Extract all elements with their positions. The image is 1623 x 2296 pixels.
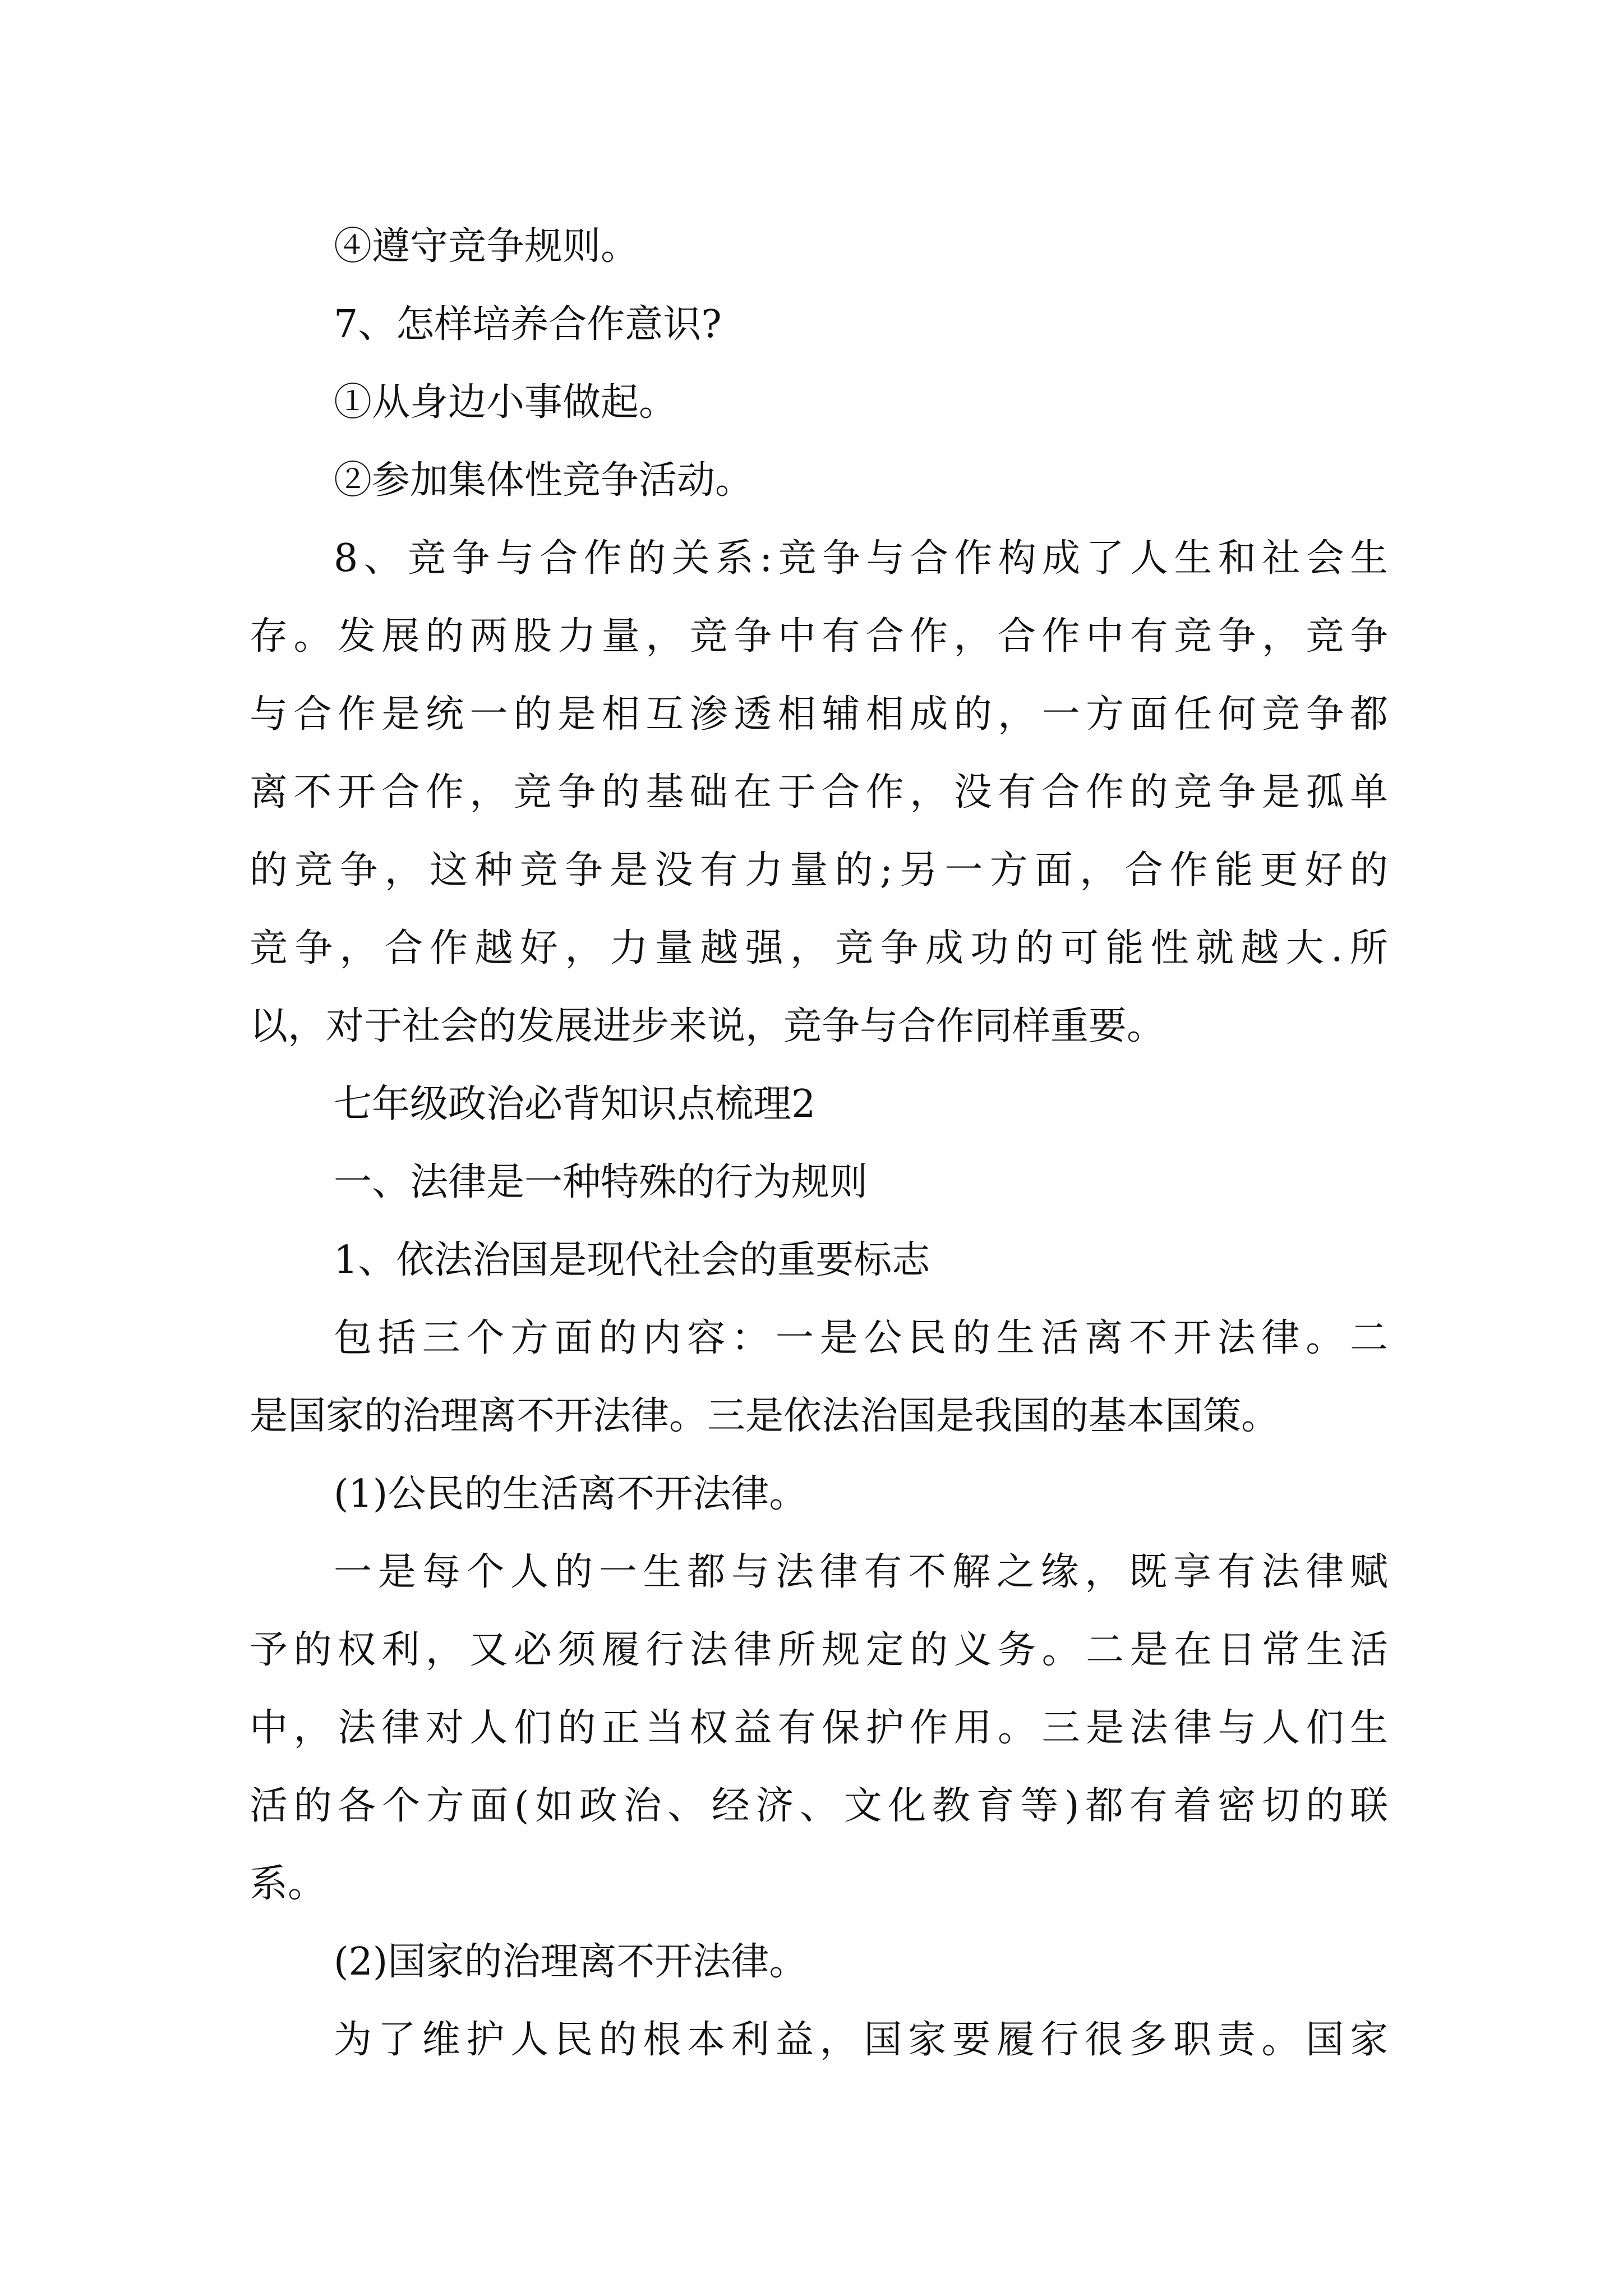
paragraph-three-aspects-line-1: 包括三个方面的内容：一是公民的生活离不开法律。二 (334, 1316, 1388, 1360)
subheading-1-2: (2)国家的治理离不开法律。 (334, 1940, 808, 1984)
paragraph-8-line-1: 8、竞争与合作的关系:竞争与合作构成了人生和社会生 (334, 536, 1388, 581)
paragraph-three-aspects-line-2: 是国家的治理离不开法律。三是依法治国是我国的基本国策。 (250, 1394, 1280, 1438)
paragraph-citizen-life-line-4: 活的各个方面(如政治、经济、文化教育等)都有着密切的联 (250, 1784, 1388, 1828)
document-body (250, 208, 1388, 2079)
paragraph-8-line-6: 竞争，合作越好，力量越强，竞争成功的可能性就越大.所 (250, 926, 1388, 970)
paragraph-8-line-3: 与合作是统一的是相互渗透相辅相成的，一方面任何竞争都 (250, 692, 1388, 737)
paragraph-8-line-4: 离不开合作，竞争的基础在于合作，没有合作的竞争是孤单 (250, 770, 1388, 815)
paragraph-8-line-5: 的竞争，这种竞争是没有力量的;另一方面，合作能更好的 (250, 848, 1388, 892)
question-7-heading: 7、怎样培养合作意识? (334, 302, 722, 347)
paragraph-citizen-life-line-2: 予的权利，又必须履行法律所规定的义务。二是在日常生活 (250, 1628, 1388, 1672)
paragraph-state-governance-line-1: 为了维护人民的根本利益，国家要履行很多职责。国家 (334, 2018, 1388, 2062)
paragraph-8-line-2: 存。发展的两股力量，竞争中有合作，合作中有竞争，竞争 (250, 614, 1388, 659)
subheading-1: 1、依法治国是现代社会的重要标志 (334, 1238, 930, 1282)
paragraph-citizen-life-line-1: 一是每个人的一生都与法律有不解之缘，既享有法律赋 (334, 1550, 1388, 1594)
subheading-1-1: (1)公民的生活离不开法律。 (334, 1472, 808, 1516)
paragraph-8-line-7: 以，对于社会的发展进步来说，竞争与合作同样重要。 (250, 1004, 1165, 1048)
section-title: 七年级政治必背知识点梳理2 (334, 1082, 816, 1126)
list-item-4-keep-rules: ④遵守竞争规则。 (334, 224, 639, 269)
paragraph-citizen-life-line-5: 系。 (250, 1862, 326, 1906)
paragraph-citizen-life-line-3: 中，法律对人们的正当权益有保护作用。三是法律与人们生 (250, 1706, 1388, 1750)
list-item-1-start-small: ①从身边小事做起。 (334, 380, 677, 425)
list-item-2-join-activities: ②参加集体性竞争活动。 (334, 458, 754, 503)
section-heading-1: 一、法律是一种特殊的行为规则 (334, 1160, 868, 1204)
